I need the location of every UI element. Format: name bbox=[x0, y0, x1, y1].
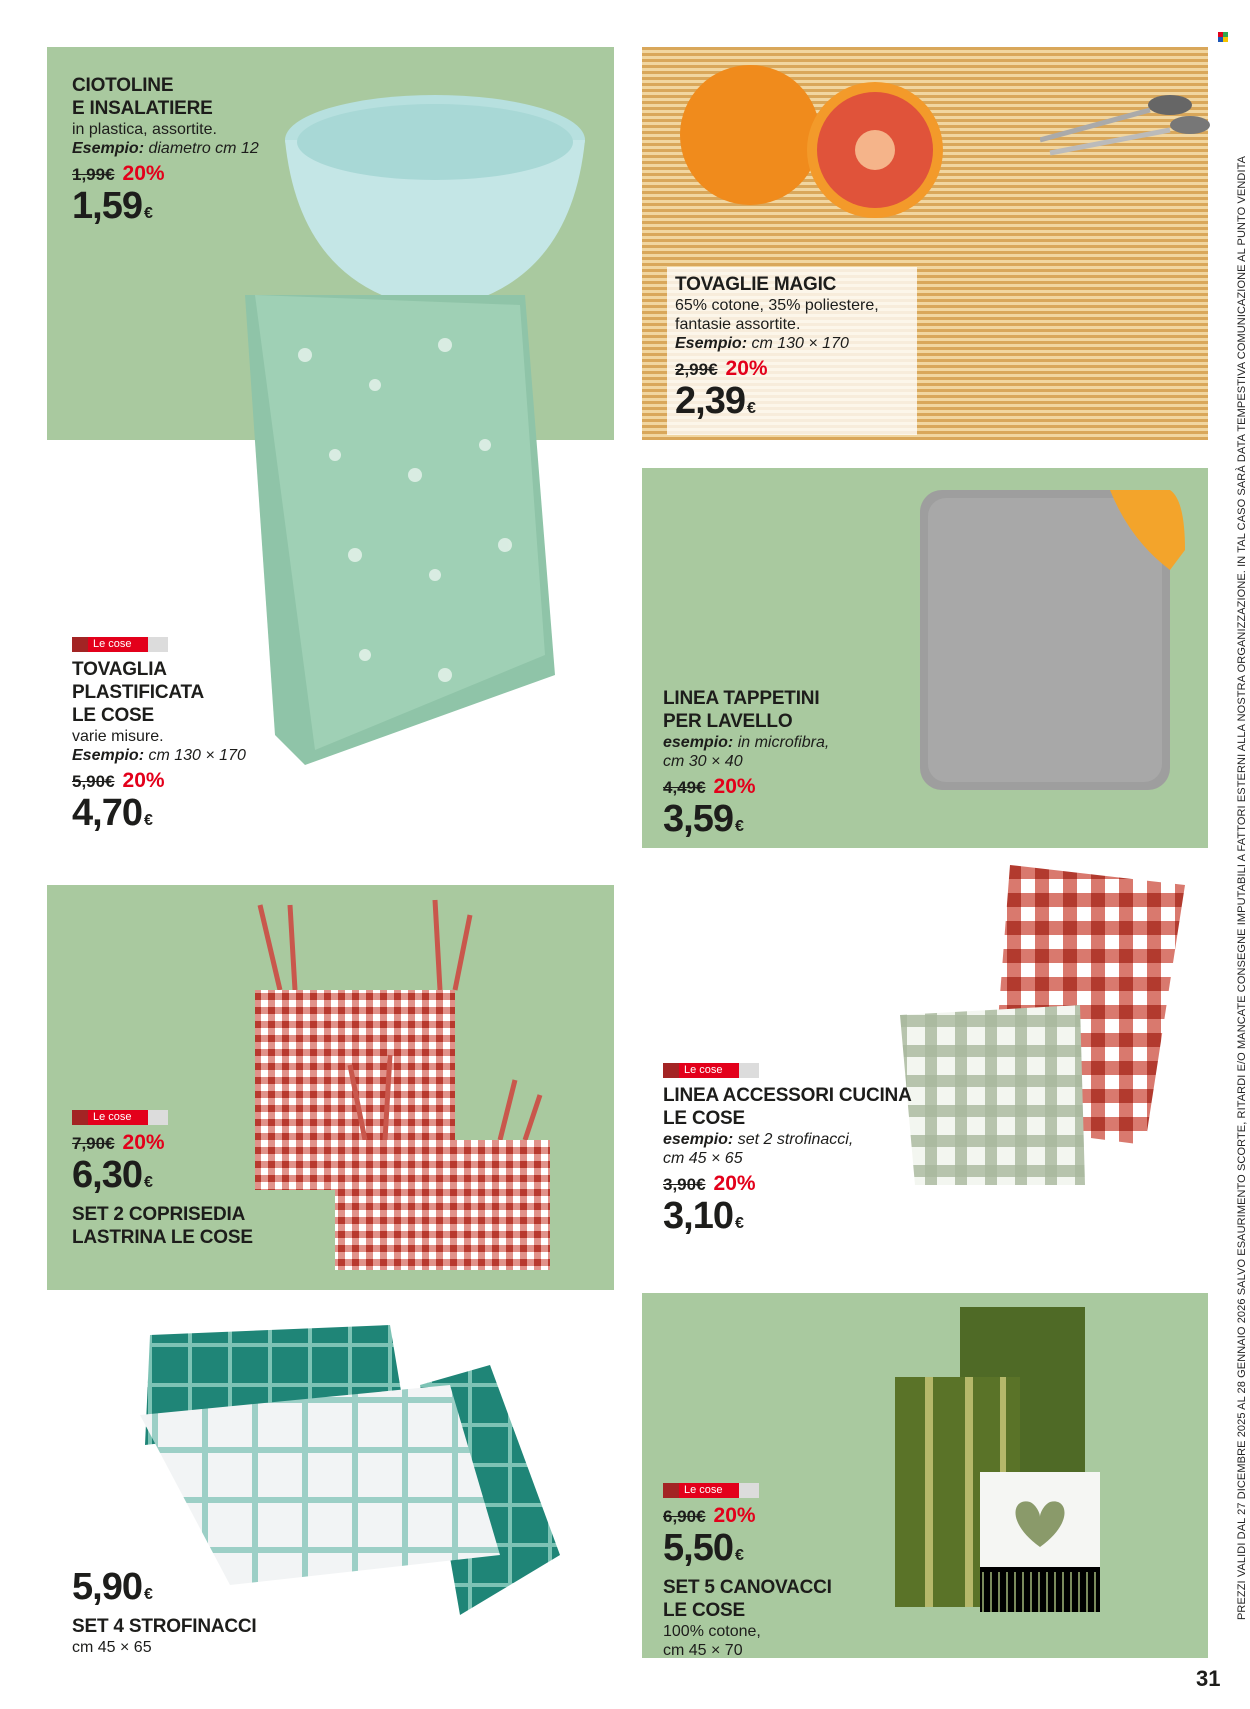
sink-mat-image bbox=[920, 490, 1190, 790]
product-example: Esempio: diametro cm 12 bbox=[72, 140, 259, 157]
product-title: LE COSE bbox=[72, 705, 155, 726]
orange-image bbox=[675, 60, 955, 225]
product-example: cm 45 × 65 bbox=[663, 1150, 743, 1167]
product-description: cm 45 × 65 bbox=[72, 1639, 152, 1656]
chair-pads-image bbox=[240, 895, 570, 1275]
price: 1,59 € bbox=[72, 185, 153, 227]
old-price: 4,49€ bbox=[663, 778, 706, 797]
price: 6,30 € bbox=[72, 1154, 153, 1196]
product-title: TOVAGLIE MAGIC bbox=[675, 274, 837, 295]
product-tovaglia-plastificata bbox=[72, 637, 246, 841]
product-title: LE COSE bbox=[663, 1600, 746, 1621]
product-canovacci bbox=[663, 1483, 832, 1660]
validity-disclaimer: PREZZI VALIDI DAL 27 DICEMBRE 2025 AL 28 GENNAIO 2026 SALVO ESAURIMENTO SCORTE, RITARDI E/O MANCATE CONSEGNE IMPUTABILI A FATTORI ESTERNI ALLA NOSTRA ORGANIZZAZIONE. IN TAL CASO SARÀ DATA TEMPESTIVA COMUNICAZIONE AL PUNTO VENDITA bbox=[1236, 155, 1248, 1620]
spoons-image bbox=[1040, 85, 1210, 160]
product-title: LINEA TAPPETINI bbox=[663, 688, 820, 709]
product-coprisedia bbox=[72, 1110, 253, 1249]
price: 3,10 € bbox=[663, 1195, 744, 1237]
discount-badge: 20% bbox=[122, 769, 165, 792]
product-description: fantasie assortite. bbox=[675, 316, 801, 333]
product-title: E INSALATIERE bbox=[72, 98, 213, 119]
le-cose-brand-badge: Le cose bbox=[72, 637, 168, 652]
product-example: Esempio: cm 130 × 170 bbox=[72, 747, 246, 764]
old-price: 5,90€ bbox=[72, 772, 115, 791]
product-tovaglie-magic bbox=[667, 267, 917, 435]
old-price: 1,99€ bbox=[72, 165, 115, 184]
le-cose-brand-badge: Le cose bbox=[663, 1063, 759, 1078]
product-tappetini bbox=[663, 687, 829, 847]
price: 2,39 € bbox=[675, 380, 756, 422]
color-squares-icon bbox=[1218, 32, 1228, 42]
discount-badge: 20% bbox=[122, 162, 165, 185]
product-example: Esempio: cm 130 × 170 bbox=[675, 335, 849, 352]
le-cose-brand-badge: Le cose bbox=[72, 1110, 168, 1125]
canovacci-image bbox=[895, 1307, 1105, 1617]
product-description: in plastica, assortite. bbox=[72, 121, 217, 138]
product-title: LE COSE bbox=[663, 1108, 746, 1129]
price: 5,50 € bbox=[663, 1527, 744, 1569]
product-accessori-cucina bbox=[663, 1063, 912, 1244]
price: 3,59 € bbox=[663, 798, 744, 840]
page-number: 31 bbox=[1196, 1666, 1221, 1691]
discount-badge: 20% bbox=[122, 1131, 165, 1154]
old-price: 2,99€ bbox=[675, 360, 718, 379]
old-price: 6,90€ bbox=[663, 1507, 706, 1526]
price: 4,70 € bbox=[72, 792, 153, 834]
product-title: TOVAGLIA bbox=[72, 659, 167, 680]
old-price: 7,90€ bbox=[72, 1134, 115, 1153]
product-description: 100% cotone, bbox=[663, 1623, 761, 1640]
product-strofinacci bbox=[72, 1567, 257, 1657]
floral-tablecloth-image bbox=[245, 295, 600, 765]
bowl-image bbox=[280, 90, 590, 320]
product-title: PER LAVELLO bbox=[663, 711, 793, 732]
product-title: CIOTOLINE bbox=[72, 75, 174, 96]
discount-badge: 20% bbox=[713, 775, 756, 798]
le-cose-brand-badge: Le cose bbox=[663, 1483, 759, 1498]
product-title: LASTRINA LE COSE bbox=[72, 1227, 253, 1248]
discount-badge: 20% bbox=[713, 1504, 756, 1527]
product-description: 65% cotone, 35% poliestere, bbox=[675, 297, 879, 314]
discount-badge: 20% bbox=[725, 357, 768, 380]
discount-badge: 20% bbox=[713, 1172, 756, 1195]
product-title: PLASTIFICATA bbox=[72, 682, 204, 703]
product-ciotoline bbox=[72, 74, 259, 234]
product-description: cm 45 × 70 bbox=[663, 1642, 743, 1659]
old-price: 3,90€ bbox=[663, 1175, 706, 1194]
product-description: varie misure. bbox=[72, 728, 164, 745]
product-example: esempio: in microfibra, bbox=[663, 734, 830, 751]
product-title: SET 5 CANOVACCI bbox=[663, 1577, 832, 1598]
product-title: SET 2 COPRISEDIA bbox=[72, 1204, 246, 1225]
product-example: esempio: set 2 strofinacci, bbox=[663, 1131, 854, 1148]
product-example: cm 30 × 40 bbox=[663, 753, 743, 770]
kitchen-towels-image bbox=[895, 865, 1195, 1185]
product-title: LINEA ACCESSORI CUCINA bbox=[663, 1085, 912, 1106]
product-title: SET 4 STROFINACCI bbox=[72, 1616, 257, 1637]
price: 5,90 € bbox=[72, 1566, 153, 1608]
